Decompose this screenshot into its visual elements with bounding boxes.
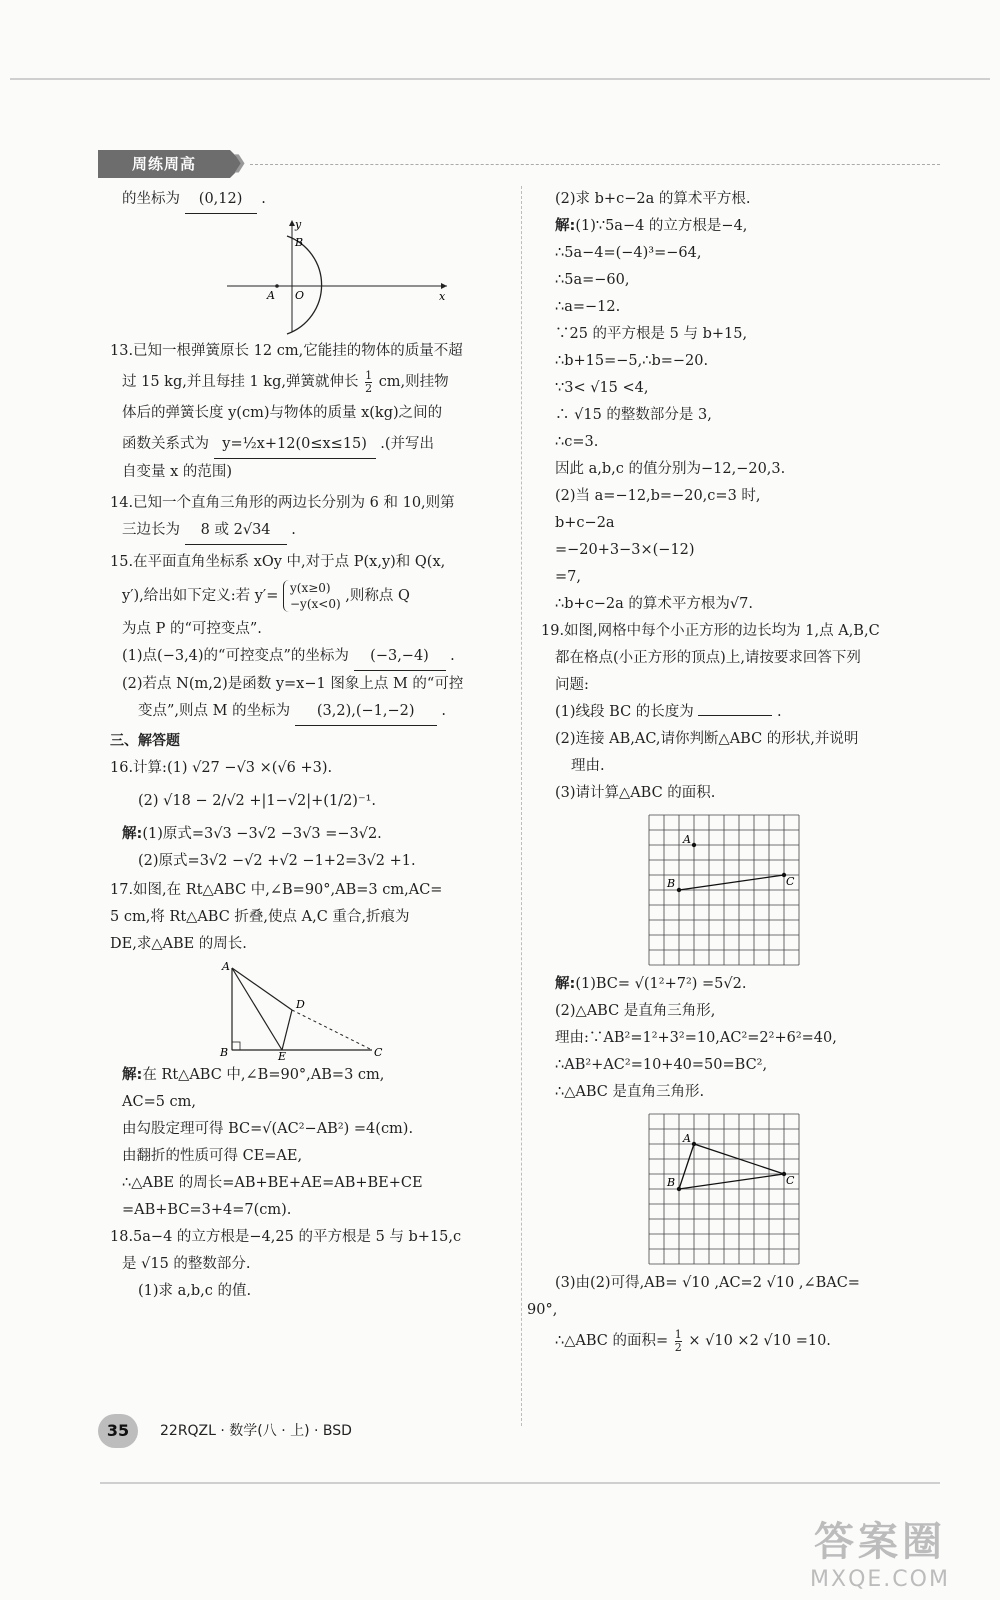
q16-sol-line2: (2)原式=3√2 −√2 +√2 −1+2=3√2 +1. [138,853,416,869]
q18b-line8: ∵3< √15 <4, [555,380,649,396]
q19-sol-line1: 解:(1)BC= √(1²+7²) =5√2. [555,976,747,992]
grid-figure-2 [647,1112,807,1268]
q15-line2: y′),给出如下定义:若 y′= y(x≥0) −y(x<0) ,则称点 Q [122,581,410,611]
q19-line3: 问题: [555,677,589,693]
label-a: A [683,1132,691,1145]
left-column [110,186,507,1305]
label-b: B [295,236,304,249]
q19-sol-line7: 90°, [527,1302,558,1318]
q18b-line10: ∴c=3. [555,434,599,450]
q19-line6: 理由. [571,758,605,774]
q19-line1: 19.如图,网格中每个小正方形的边长均为 1,点 A,B,C [541,623,880,639]
watermark-title: 答案圈 [814,1519,946,1565]
q17-line3: DE,求△ABE 的周长. [110,936,247,952]
q14-line2: 三边长为 8 或 2√34 . [122,517,507,545]
q17-sol-line6: =AB+BC=3+4=7(cm). [122,1202,292,1218]
q18b-line7: ∴b+15=−5,∴b=−20. [555,353,709,369]
q13-line3: 体后的弹簧长度 y(cm)与物体的质量 x(kg)之间的 [122,405,443,421]
q18b-line6: ∵25 的平方根是 5 与 b+15, [555,326,748,342]
q12-answer: (0,12) [185,186,257,214]
q17-sol-line2: AC=5 cm, [122,1094,197,1110]
q19-sol-line6: (3)由(2)可得,AB= √10 ,AC=2 √10 ,∠BAC= [555,1275,860,1291]
header-dotted-rule [250,164,940,165]
q17-figure [122,960,507,1060]
footer-text: 22RQZL · 数学(八 · 上) · BSD [160,1423,352,1439]
label-a: A [683,833,691,846]
q15-line6: 变点”,则点 M 的坐标为 (3,2),(−1,−2) . [122,698,507,726]
label-c: C [786,1174,795,1187]
label-b: B [667,877,676,890]
triangle-figure [212,960,412,1060]
label-c: C [786,875,795,888]
solution-label: 解: [122,826,143,842]
q18b-line16: ∴b+c−2a 的算术平方根为√7. [555,596,753,612]
q17-sol-line5: ∴△ABE 的周长=AB+BE+AE=AB+BE+CE [122,1175,423,1191]
label-d: D [296,998,305,1011]
q19-sol-line4: ∴AB²+AC²=10+40=50=BC², [555,1057,768,1073]
y-label: y [295,218,302,231]
q18b-line9: ∴ √15 的整数部分是 3, [555,407,712,423]
q19-line7: (3)请计算△ABC 的面积. [555,785,716,801]
q18b-line14: =−20+3−3×(−12) [555,542,695,558]
piecewise-brace: y(x≥0) −y(x<0) [283,580,341,612]
q19-grid-1 [555,809,950,969]
q17-line2: 5 cm,将 Rt△ABC 折叠,使点 A,C 重合,折痕为 [110,909,410,925]
label-a: A [222,960,230,973]
q19-sol-line5: ∴△ABC 是直角三角形. [555,1084,705,1100]
q18b-line1: (2)求 b+c−2a 的算术平方根. [555,191,751,207]
q17-line1: 17.如图,在 Rt△ABC 中,∠B=90°,AB=3 cm,AC= [110,882,443,898]
right-column [527,186,950,1355]
watermark [780,1510,980,1592]
q18b-line4: ∴5a=−60, [555,272,630,288]
q15-line5: (2)若点 N(m,2)是函数 y=x−1 图象上点 M 的“可控 [122,676,464,692]
q18b-line3: ∴5a−4=(−4)³=−64, [555,245,702,261]
q17-sol-line4: 由翻折的性质可得 CE=AE, [122,1148,303,1164]
x-axis-arrow-icon [441,283,447,289]
q18b-line11: 因此 a,b,c 的值分别为−12,−20,3. [555,461,786,477]
q19-line5: (2)连接 AB,AC,请你判断△ABC 的形状,并说明 [555,731,859,747]
q19-line4: (1)线段 BC 的长度为 . [555,704,782,720]
q19-line2: 都在格点(小正方形的顶点)上,请按要求回答下列 [555,650,861,666]
q19-sol-line8: ∴△ABC 的面积= $\frac{1}{2}$ × √10 ×2 √10 =10. [555,1327,831,1354]
q13-fraction: $\frac{1}{2}$ [365,368,373,395]
q18b-line12: (2)当 a=−12,b=−20,c=3 时, [555,488,761,504]
q13-line5: 自变量 x 的范围) [122,464,233,480]
x-label: x [439,290,446,303]
q19-grid-2 [555,1108,950,1268]
q16-sol-line1: 解:(1)原式=3√3 −3√2 −3√3 =−3√2. [122,826,382,842]
solution-label: 解: [555,976,576,992]
q12-answer-line: 的坐标为 (0,12) . [122,186,507,214]
q18-line2: 是 √15 的整数部分. [122,1256,251,1272]
point-a [275,284,279,288]
q13-line4: 函数关系式为 y=½x+12(0≤x≤15) .(并写出 [122,431,507,459]
q19-sol-line3: 理由:∵AB²=1²+3²=10,AC²=2²+6²=40, [555,1030,837,1046]
q13-answer: y=½x+12(0≤x≤15) [214,431,376,459]
coordinate-graph [217,216,457,336]
q18b-line15: =7, [555,569,581,585]
badge-arrow-icon: ❯ [232,152,248,173]
point-b [677,1187,681,1191]
label-b: B [220,1046,229,1059]
q18b-sol-line1: 解:(1)∵5a−4 的立方根是−4, [555,218,748,234]
q15-line4: (1)点(−3,4)的“可控变点”的坐标为 (−3,−4) . [122,643,507,671]
q14-line1: 14.已知一个直角三角形的两边长分别为 6 和 10,则第 [110,495,455,511]
grid-lines [649,815,799,965]
q19-sol-line2: (2)△ABC 是直角三角形, [555,1003,716,1019]
column-divider [521,186,522,1426]
q14-answer: 8 或 2√34 [185,517,287,545]
solution-label: 解: [555,218,576,234]
q16-line2: (2) √18 − 2/√2 +|1−√2|+(1/2)⁻¹. [138,793,377,809]
segment-de [282,1010,292,1050]
q19-fraction: $\frac{1}{2}$ [674,1327,682,1354]
point-a [692,1142,696,1146]
q17-sol-line1: 解:在 Rt△ABC 中,∠B=90°,AB=3 cm, [122,1067,385,1083]
label-b: B [667,1176,676,1189]
side-ad [232,968,292,1010]
q15-answer2: (3,2),(−1,−2) [295,698,437,726]
q15-answer1: (−3,−4) [354,643,446,671]
right-angle-mark [232,1042,240,1050]
point-b [677,888,681,892]
bottom-rule [100,1482,940,1484]
q19-blank [698,715,772,716]
label-c: C [374,1046,383,1059]
label-o: O [295,289,305,302]
q15-line3: 为点 P 的“可控变点”. [122,621,262,637]
q18-line1: 18.5a−4 的立方根是−4,25 的平方根是 5 与 b+15,c [110,1229,462,1245]
point-a [692,843,696,847]
q16-line1: 16.计算:(1) √27 −√3 ×(√6 +3). [110,760,333,776]
watermark-url: MXQE.COM [810,1567,950,1592]
q15-line1: 15.在平面直角坐标系 xOy 中,对于点 P(x,y)和 Q(x, [110,554,446,570]
section-heading: 三、解答题 [110,733,180,749]
grid-figure-1 [647,813,807,969]
solution-label: 解: [122,1067,143,1083]
top-rule [10,78,990,80]
q13-line2: 过 15 kg,并且每挂 1 kg,弹簧就伸长 $\frac{1}{2}$ cm,则挂物 [122,368,449,395]
segment-ae [232,968,282,1050]
q18b-line13: b+c−2a [555,515,615,531]
label-e: E [278,1050,287,1060]
q18b-line5: ∴a=−12. [555,299,621,315]
q12-graph [122,216,507,336]
grid-lines [649,1114,799,1264]
side-dc [292,1010,372,1050]
section-badge: 周练周高 [98,150,230,178]
q17-sol-line3: 由勾股定理可得 BC=√(AC²−AB²) =4(cm). [122,1121,414,1137]
triangle-abc [679,1144,784,1189]
label-a: A [267,289,275,302]
page-number: 35 [98,1414,138,1448]
segment-bc [679,875,784,890]
q18-line3: (1)求 a,b,c 的值. [138,1283,252,1299]
q13-line1: 13.已知一根弹簧原长 12 cm,它能挂的物体的质量不超 [110,343,463,359]
